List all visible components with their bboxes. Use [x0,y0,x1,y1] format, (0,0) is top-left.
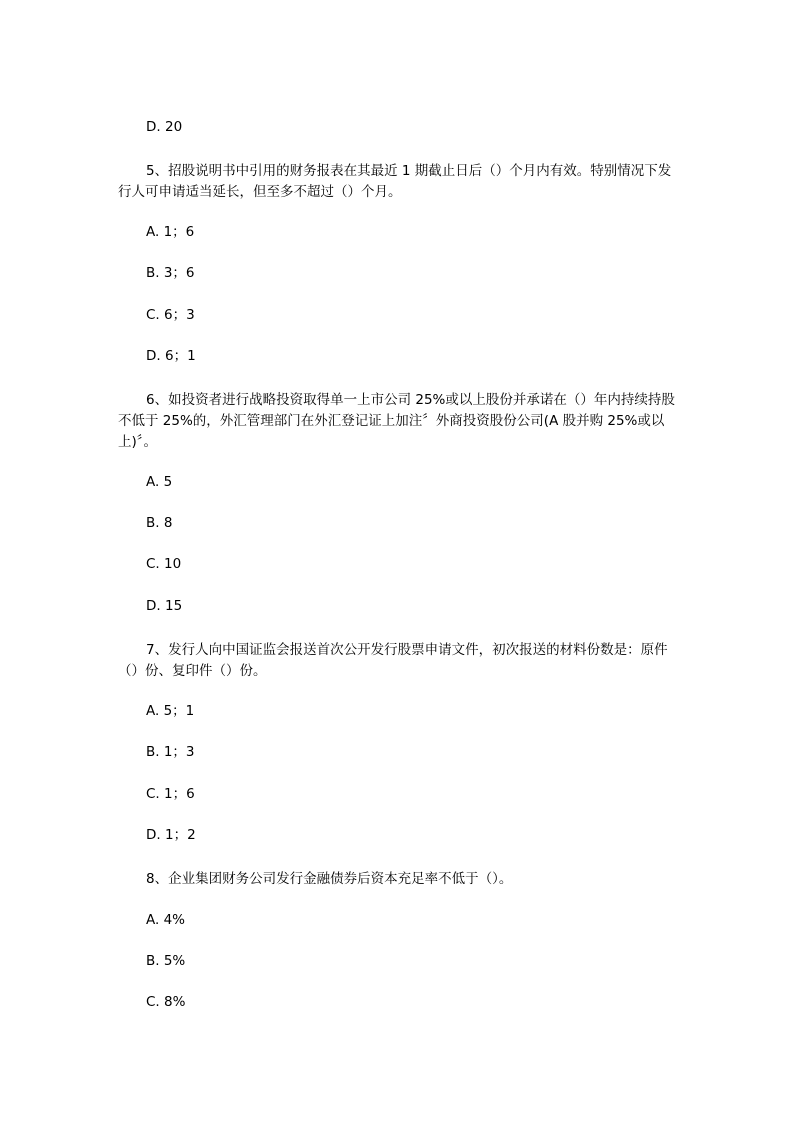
option-text: D. 6；1 [146,348,196,364]
option-text: B. 3；6 [146,265,195,281]
option-text: A. 4% [146,912,185,928]
option-text: B. 1；3 [146,744,195,760]
option-text: C. 10 [146,556,182,572]
option-text: A. 1；6 [146,224,195,240]
option-text: C. 1；6 [146,786,195,802]
question-5: 5、招股说明书中引用的财务报表在其最近 1 期截止日后（）个月内有效。特别情况下发行人可申请适当延长，但至多不超过（）个月。 [118,163,672,200]
option-text: C. 8% [146,994,186,1010]
question-8: 8、企业集团财务公司发行金融债券后资本充足率不低于（）。 [146,871,513,887]
option-text: B. 8 [146,515,173,531]
option-text: B. 5% [146,953,186,969]
option-text: A. 5；1 [146,703,195,719]
question-7: 7、发行人向中国证监会报送首次公开发行股票申请文件，初次报送的材料份数是：原件（）份、复印件（）份。 [118,642,668,679]
option-text: A. 5 [146,474,173,490]
option-text: D. 15 [146,598,183,614]
question-6: 6、如投资者进行战略投资取得单一上市公司 25%或以上股份并承诺在（）年内持续持股不低于 25%的，外汇管理部门在外汇登记证上加注〞外商投资股份公司(A 股并购 25%或以上)〞。 [118,392,675,450]
option-text: D. 1；2 [146,827,196,843]
option-text: D. 20 [146,119,183,135]
option-text: C. 6；3 [146,307,195,323]
